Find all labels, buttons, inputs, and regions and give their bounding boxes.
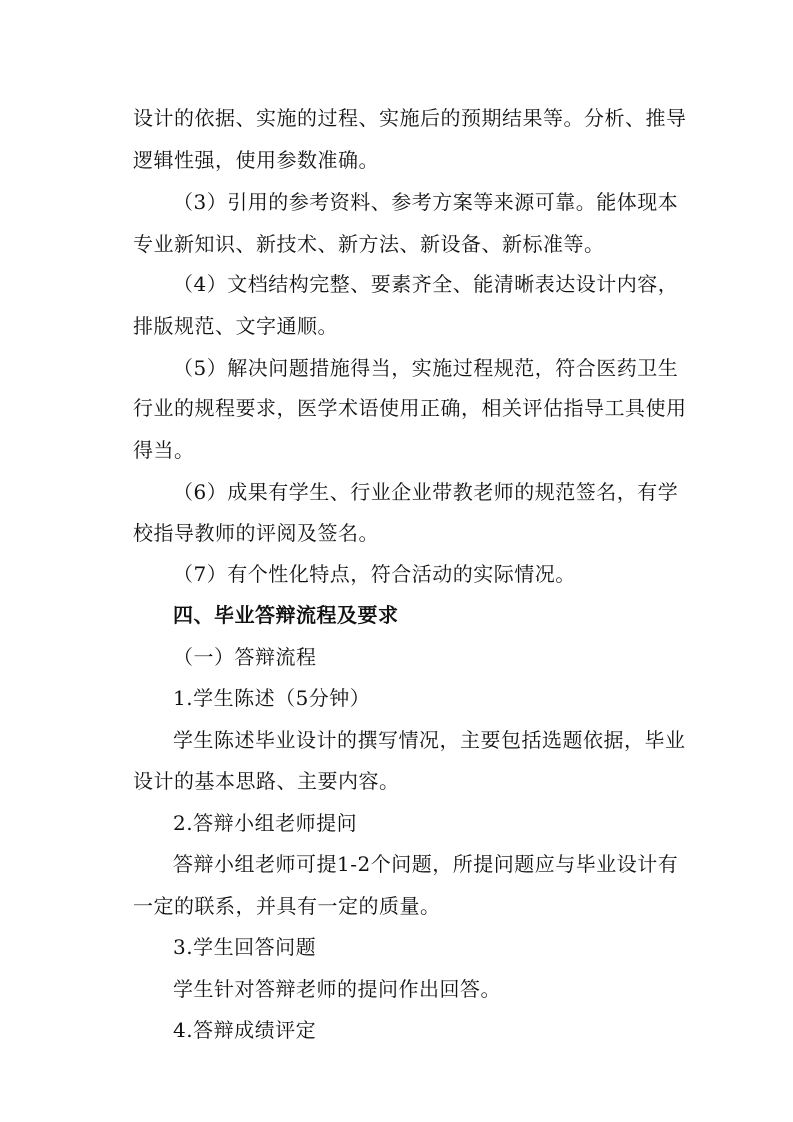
paragraph-line: 逻辑性强，使用参数准确。 [133, 148, 379, 172]
paragraph-line: （3）引用的参考资料、参考方案等来源可靠。能体现本 [173, 190, 679, 214]
paragraph-line: 专业新知识、新技术、新方法、新设备、新标准等。 [133, 232, 605, 256]
paragraph-line: 设计的基本思路、主要内容。 [133, 769, 400, 793]
paragraph-line: 行业的规程要求，医学术语使用正确，相关评估指导工具使用 [133, 396, 687, 420]
paragraph-line: 学生陈述毕业设计的撰写情况，主要包括选题依据，毕业 [173, 728, 686, 752]
paragraph-line: 排版规范、文字通顺。 [133, 314, 338, 338]
paragraph-line: （7）有个性化特点，符合活动的实际情况。 [173, 562, 576, 586]
step-heading: 1.学生陈述（5分钟） [173, 686, 371, 710]
paragraph-line: 得当。 [133, 438, 195, 462]
paragraph-line: 一定的联系，并具有一定的质量。 [133, 894, 441, 918]
step-heading: 3.学生回答问题 [173, 935, 317, 959]
step-heading: 4.答辩成绩评定 [173, 1018, 317, 1042]
step-heading: 2.答辩小组老师提问 [173, 811, 358, 835]
paragraph-line: 校指导教师的评阅及签名。 [133, 521, 379, 545]
paragraph-line: 答辩小组老师可提1-2个问题，所提问题应与毕业设计有 [173, 852, 679, 876]
paragraph-line: （4）文档结构完整、要素齐全、能清晰表达设计内容， [173, 272, 679, 296]
paragraph-line: （5）解决问题措施得当，实施过程规范，符合医药卫生 [173, 356, 679, 380]
section-heading: 四、毕业答辩流程及要求 [173, 603, 399, 627]
paragraph-line: （6）成果有学生、行业企业带教老师的规范签名，有学 [173, 480, 679, 504]
paragraph-line: 学生针对答辩老师的提问作出回答。 [173, 977, 501, 1001]
paragraph-line: 设计的依据、实施的过程、实施后的预期结果等。分析、推导 [133, 106, 687, 130]
subsection-heading: （一）答辩流程 [173, 645, 317, 669]
